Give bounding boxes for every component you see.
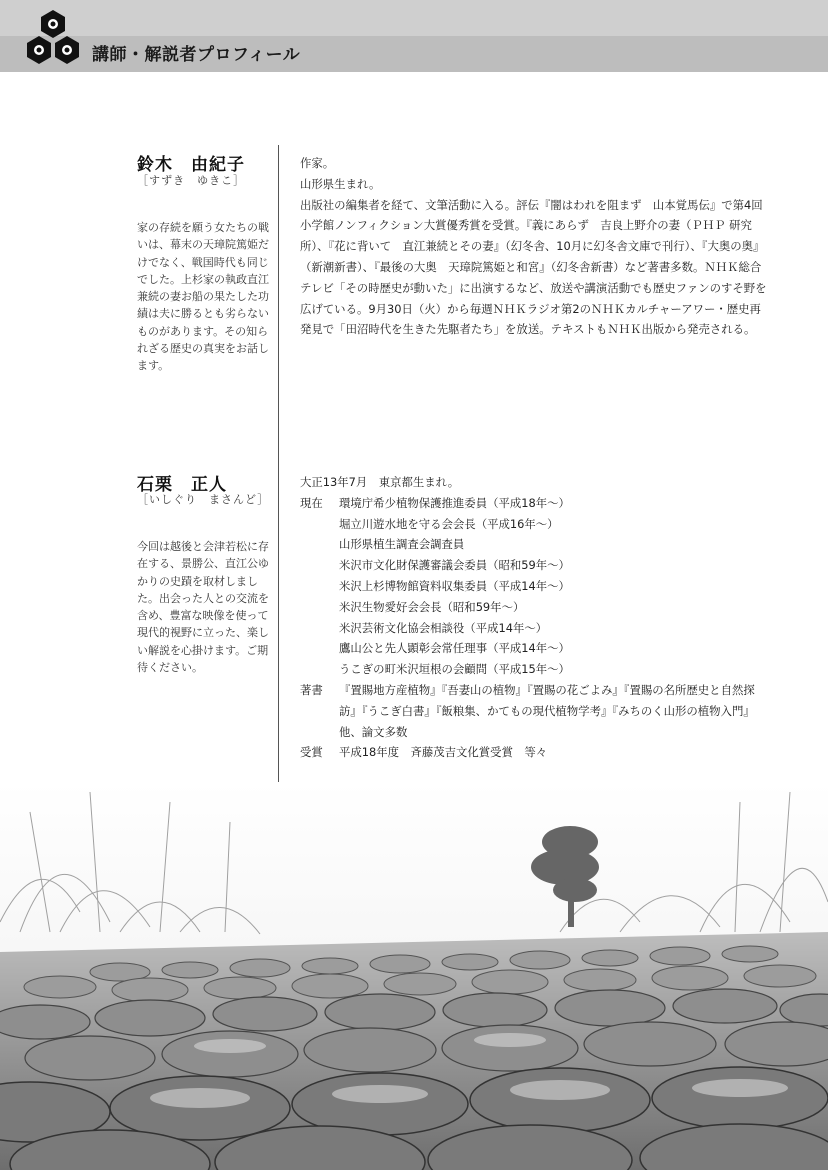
bio-line: 作家。 (300, 156, 335, 170)
photo-illustration (0, 782, 828, 1170)
career-label: 著書 (300, 682, 323, 697)
speaker-bio (300, 153, 770, 340)
speaker-reading: ［すずき ゆきこ］ (137, 174, 246, 187)
speaker-name: 鈴木 由紀子 (137, 155, 245, 175)
speaker-reading: ［いしぐり まさんど］ (137, 493, 270, 506)
bio-line: 山形県生まれ。 (300, 176, 381, 191)
speaker-career (300, 472, 770, 763)
tortoise-shell-crest-icon (22, 8, 84, 68)
career-row (300, 493, 770, 680)
career-row (300, 680, 770, 742)
speaker-intro: 家の存続を願う女たちの戦いは、幕末の天璋院篤姫だけでなく、戦国時代も同じでした。上杉家の執政直江兼続の妻お船の果たした功績は夫に勝るとも劣らないものがあります。その知られざる歴史の真実をお話します。 (137, 221, 269, 373)
career-label: 現在 (300, 495, 323, 510)
career-label: 受賞 (300, 745, 323, 760)
speaker-intro: 今回は越後と会津若松に存在する、景勝公、直江公ゆかりの史蹟を取材しました。出会った人との交流を含め、豊富な映像を使って現代的視野に立った、楽しい解説を心掛けます。ご期待ください。 (137, 540, 269, 675)
career-text: 『置賜地方産植物』『吾妻山の植物』『置賜の花ごよみ』『置賜の名所歴史と自然探訪』『うこぎ白書』『飯粮集、かてもの現代植物学考』『みちのく山形の植物入門』他、論文多数 (339, 682, 755, 739)
career-row (300, 742, 770, 763)
page-title: 講師・解説者プロフィール (92, 45, 301, 65)
page-header (0, 0, 828, 72)
birth-info: 大正13年7月 東京都生まれ。 (300, 475, 460, 489)
stone-pavement-photo (0, 782, 828, 1170)
career-text: 平成18年度 斉藤茂吉文化賞受賞 等々 (339, 745, 548, 760)
career-text: 環境庁希少植物保護推進委員（平成18年～） 堀立川遊水地を守る会会長（平成16年～） 山形県植生調査会調査員 米沢市文化財保護審議会委員（昭和59年～） 米沢上杉博物館資料収集委員（平成14年～） 米沢生物愛好会会長（昭和59年～） 米沢芸術文化協会相談役（平成14年～） 鷹山公と先人顕彰会常任理事（平成14年～） うこぎの町米沢垣根の会顧問（平成15年～） (339, 495, 570, 677)
speaker-name: 石栗 正人 (137, 475, 227, 495)
column-divider (278, 145, 279, 795)
bio-line: 出版社の編集者を経て、文筆活動に入る。評伝『闇はわれを阻まず 山本覚馬伝』で第4回小学館ノンフィクション大賞優秀賞を受賞。『義にあらず 吉良上野介の妻（ＰＨＰ 研究所）、『花に背いて 直江兼続とその妻』（幻冬舎、10月に幻冬舎文庫で刊行）、『大奥の奥』（新潮新書）、『最後の大奥 天璋院篤姫と和宮』（幻冬舎新書）など著書多数。ＮＨＫ総合テレビ「その時歴史が動いた」に出演するなど、放送や講演活動でも歴史ファンのすそ野を広げている。9月30日（火）から毎週ＮＨＫラジオ第2のＮＨＫカルチャーアワー・歴史再発見で「田沼時代を生きた先駆者たち」を放送。テキストもＮＨＫ出版から発売される。 (300, 197, 767, 337)
